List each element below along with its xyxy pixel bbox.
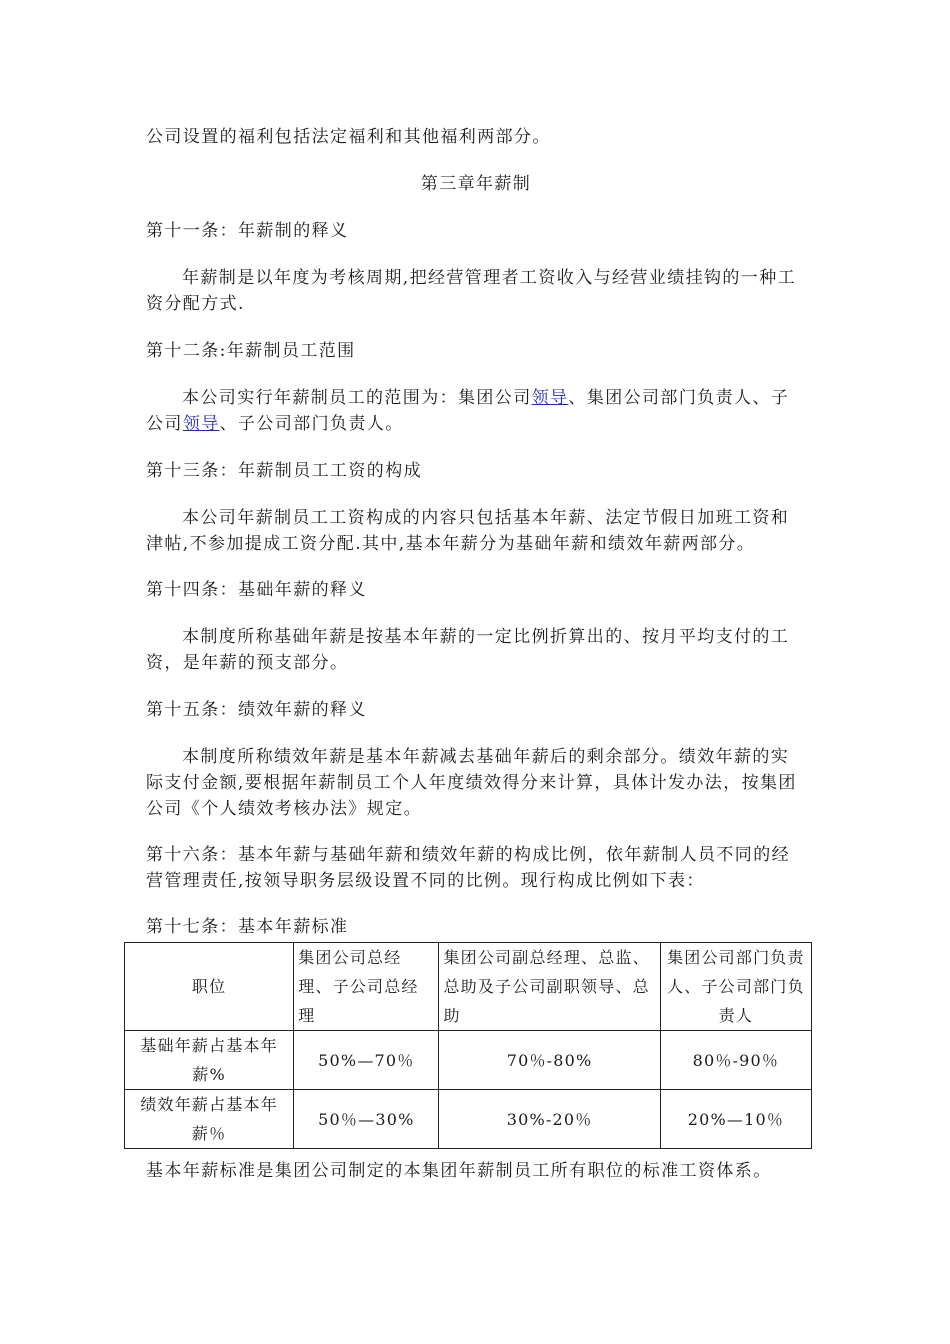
article-17-title: 第十七条：基本年薪标准	[146, 917, 349, 937]
article-15-body: 本制度所称绩效年薪是基本年薪减去基础年薪后的剩余部分。绩效年薪的实际支付金额,要根据年薪制员工个人年度绩效得分来计算，具体计发办法，按集团公司《个人绩效考核办法》规定。	[146, 747, 797, 819]
table-header-cell: 集团公司总经理、子公司总经理	[294, 943, 439, 1031]
article-13-title: 第十三条：年薪制员工工资的构成	[146, 461, 422, 481]
article-11-body: 年薪制是以年度为考核周期,把经营管理者工资收入与经营业绩挂钩的一种工资分配方式.	[146, 268, 797, 314]
benefits-paragraph: 公司设置的福利包括法定福利和其他福利两部分。	[146, 127, 551, 147]
table-header-row	[125, 943, 812, 1031]
table-header-cell: 集团公司副总经理、总监、总助及子公司副职领导、总助	[439, 943, 660, 1031]
table-header-cell: 集团公司部门负责人、子公司部门负责人	[660, 943, 811, 1031]
table-row-label: 绩效年薪占基本年薪％	[125, 1090, 294, 1149]
table-cell: 20%—10％	[660, 1090, 811, 1149]
leader-link-2[interactable]: 领导	[182, 414, 220, 434]
salary-ratio-table	[124, 942, 812, 1149]
table-cell: 70％-80%	[439, 1031, 660, 1090]
table-cell: 50%—70％	[294, 1031, 439, 1090]
table-row-label: 基础年薪占基本年薪%	[125, 1031, 294, 1090]
article-11-title: 第十一条：年薪制的释义	[146, 221, 349, 241]
article-12-text-1: 本公司实行年薪制员工的范围为：集团公司	[182, 388, 532, 408]
article-14-title: 第十四条：基础年薪的释义	[146, 580, 367, 600]
article-12-text-3: 、子公司部门负责人。	[219, 414, 404, 434]
closing-paragraph: 基本年薪标准是集团公司制定的本集团年薪制员工所有职位的标准工资体系。	[146, 1161, 772, 1181]
table-cell: 50％—30%	[294, 1090, 439, 1149]
article-15-title: 第十五条：绩效年薪的释义	[146, 700, 367, 720]
chapter-title: 第三章年薪制	[420, 174, 532, 194]
table-row	[125, 1031, 812, 1090]
article-13-body: 本公司年薪制员工工资构成的内容只包括基本年薪、法定节假日加班工资和津帖,不参加提成工资分配.其中,基本年薪分为基础年薪和绩效年薪两部分。	[146, 508, 790, 554]
table-cell: 80％-90％	[660, 1031, 811, 1090]
article-12-body	[146, 385, 806, 437]
article-12-text-2: 、集团公司部门负责人、子公司	[146, 388, 790, 434]
leader-link-1[interactable]: 领导	[531, 388, 569, 408]
table-row	[125, 1090, 812, 1149]
article-16-body: 第十六条：基本年薪与基础年薪和绩效年薪的构成比例，依年薪制人员不同的经营管理责任,按领导职务层级设置不同的比例。现行构成比例如下表：	[146, 845, 790, 891]
article-14-body: 本制度所称基础年薪是按基本年薪的一定比例折算出的、按月平均支付的工资，是年薪的预支部分。	[146, 627, 790, 673]
article-12-title: 第十二条:年薪制员工范围	[146, 341, 356, 361]
table-cell: 30%-20％	[439, 1090, 660, 1149]
table-header-cell: 职位	[125, 943, 294, 1031]
